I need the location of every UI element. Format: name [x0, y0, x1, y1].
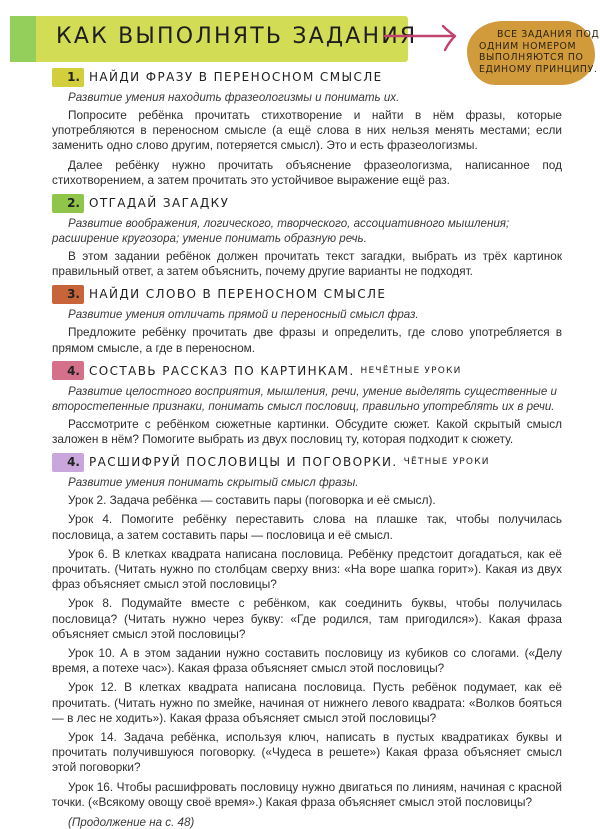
section-title: РАСШИФРУЙ ПОСЛОВИЦЫ И ПОГОВОРКИ. [89, 455, 398, 470]
section-goal: Развитие воображения, логического, творческого, ассоциативного мышления; расширение кругозора; умение понимать образную речь. [52, 217, 510, 246]
section-heading [52, 66, 562, 88]
section-heading [52, 451, 562, 473]
section-title: СОСТАВЬ РАССКАЗ ПО КАРТИНКАМ. [89, 363, 355, 378]
section-goal: Развитие умения отличать прямой и переносный смысл фраз. [68, 308, 419, 322]
bubble-line: ОДНИМ НОМЕРОМ [479, 40, 577, 52]
paragraph: В этом задании ребёнок должен прочитать текст загадки, выбрать из трёх картинок правильный ответ, а затем объяснить, почему другие варианты не подходят. [52, 249, 562, 279]
lesson-paragraph: Урок 6. В клетках квадрата написана пословица. Ребёнку предстоит догадаться, как её прочитать. (Читать нужно по столбцам сверху вниз: «На воре шапка горит»). Какая из двух фраз объясняет смысл этой пословицы? [52, 546, 562, 592]
title-banner [10, 16, 418, 62]
section-subtitle: ЧЁТНЫЕ УРОКИ [403, 457, 490, 468]
section-title: НАЙДИ СЛОВО В ПЕРЕНОСНОМ СМЫСЛЕ [89, 287, 387, 302]
banner-accent-strip [10, 16, 36, 62]
section-4-odd [52, 360, 562, 447]
section-number-badge: 4. [52, 361, 84, 380]
section-title: ОТГАДАЙ ЗАГАДКУ [89, 196, 230, 211]
lesson-paragraph: Урок 14. Задача ребёнка, используя ключ, написать в пустых квадратиках буквы и прочитать получившуюся поговорку. («Чудеса в решете») Какая фраза объясняет смысл этой поговорки? [52, 730, 562, 775]
lesson-paragraph: Урок 2. Задача ребёнка — составить пары (поговорка и её смысл). [68, 493, 436, 508]
arrow-icon [383, 22, 463, 62]
lesson-paragraph: Урок 12. В клетках квадрата написана пословица. Пусть ребёнок подумает, как её прочитать. (Читать нужно по змейке, начиная от нижнего левого квадрата: «Волков бояться — в лес не ходить»). Какая фраза объясняет смысл этой пословицы? [52, 680, 562, 725]
continuation-note: (Продолжение на с. 48) [68, 816, 195, 829]
section-3 [52, 283, 562, 355]
section-number-badge: 4. [52, 453, 84, 472]
section-goal: Развитие умения понимать скрытый смысл фразы. [68, 476, 359, 490]
section-2 [52, 192, 562, 279]
section-number-badge: 1. [52, 68, 84, 87]
section-4-even [52, 451, 562, 810]
section-subtitle: НЕЧЁТНЫЕ УРОКИ [360, 365, 462, 376]
section-heading [52, 283, 562, 305]
section-title: НАЙДИ ФРАЗУ В ПЕРЕНОСНОМ СМЫСЛЕ [89, 70, 383, 84]
lesson-paragraph: Урок 10. А в этом задании нужно составить пословицу из кубиков со слогами. («Делу время, а потехе час»). Какая фраза объясняет смысл этой пословицы? [52, 646, 562, 676]
section-number-badge: 3. [52, 285, 84, 304]
lesson-paragraph: Урок 4. Помогите ребёнку переставить слова на плашке так, чтобы получилась пословица, а затем составить пары — пословица и её смысл. [52, 512, 562, 542]
instructions-content [52, 63, 562, 829]
section-1 [52, 66, 562, 188]
lesson-paragraph: Урок 8. Подумайте вместе с ребёнком, как соединить буквы, чтобы получилась пословица? (Читать нужно через букву: «Где родился, там пригодился»). Какая фраза объясняет смысл этой пословицы? [52, 596, 562, 641]
paragraph: Предложите ребёнку прочитать две фразы и определить, где слово употребляется в прямом смысле, а где в переносном. [52, 325, 562, 355]
bubble-line: ВСЕ ЗАДАНИЯ ПОД [497, 29, 600, 40]
section-number-badge: 2. [52, 194, 84, 213]
bubble-line: ЕДИНОМУ ПРИНЦИПУ. [479, 63, 598, 75]
section-heading [52, 360, 562, 382]
paragraph: Попросите ребёнка прочитать стихотворение и найти в нём фразы, которые употребляются в переносном смысле (а ещё слова в них нельзя менять местами; если заменить одно слово другим, потеряется смысл). Это и есть фразеологизмы. [52, 108, 562, 153]
section-goal: Развитие целостного восприятия, мышления, речи, умение выделять существенные и второстепенные признаки, понимать смысл пословиц, правильно употреблять их в речи. [52, 384, 557, 413]
page-title: КАК ВЫПОЛНЯТЬ ЗАДАНИЯ [56, 24, 418, 49]
paragraph: Рассмотрите с ребёнком сюжетные картинки. Обсудите сюжет. Какой скрытый смысл заложен в нём? Помогите выбрать из двух пословиц ту, которая подходит к сюжету. [52, 416, 562, 447]
paragraph: Далее ребёнку нужно прочитать объяснение фразеологизма, написанное под стихотворением, а затем прочитать это устойчивое выражение ещё раз. [52, 157, 562, 187]
lesson-paragraph: Урок 16. Чтобы расшифровать пословицу нужно двигаться по линиям, начиная с красной точки. («Всякому овощу своё время».) Какая фраза объясняет смысл этой пословицы? [52, 779, 562, 809]
bubble-line: ВЫПОЛНЯЮТСЯ ПО [479, 52, 584, 63]
section-heading [52, 192, 562, 214]
section-goal: Развитие умения находить фразеологизмы и понимать их. [68, 91, 400, 104]
